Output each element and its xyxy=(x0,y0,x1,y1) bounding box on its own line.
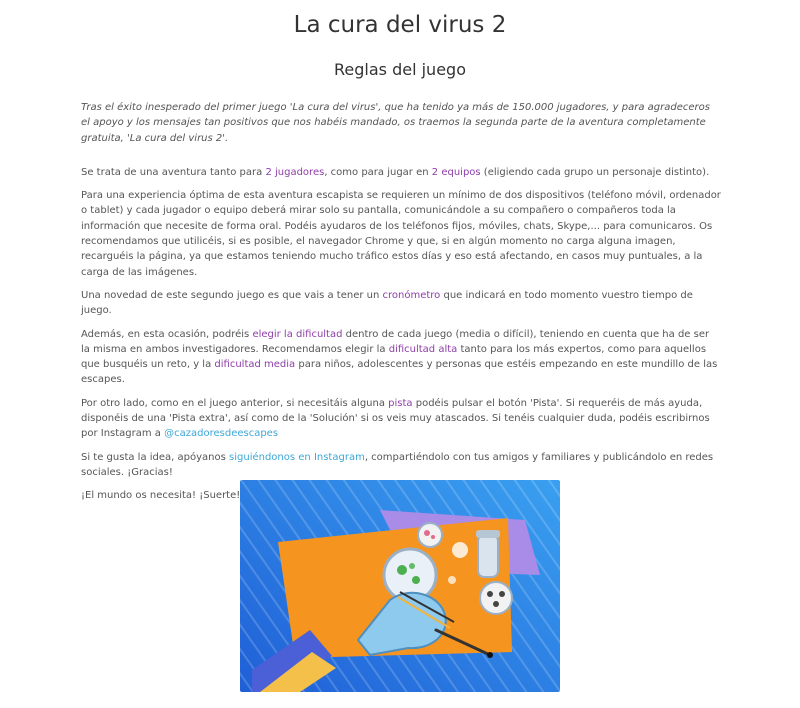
page-subtitle: Reglas del juego xyxy=(334,60,466,79)
intro-paragraph: Tras el éxito inesperado del primer juego 'La cura del virus', que ha tenido ya más de 150.000 jugadores, y para agradeceros el apoyo y los mensajes tan positivos que nos habéis mandado, os traemos la segunda parte de la aventura completamente gratuita, 'La cura del virus 2'. xyxy=(81,102,710,144)
support-paragraph xyxy=(81,450,721,481)
page-title: La cura del virus 2 xyxy=(293,12,507,38)
rules-content xyxy=(81,100,721,512)
highlight-2-jugadores: 2 jugadores xyxy=(265,166,325,178)
text: Una novedad de este segundo juego es que vais a tener un xyxy=(81,289,383,301)
players-paragraph xyxy=(81,165,721,180)
highlight-dificultad-alta: dificultad alta xyxy=(388,343,458,355)
text: , compartiéndolo con tus amigos y familiares y publicándolo en redes sociales. ¡Gracias! xyxy=(81,451,714,478)
hints-paragraph xyxy=(81,396,721,442)
text: Por otro lado, como en el juego anterior, si necesitáis alguna xyxy=(81,397,389,409)
instagram-handle-link[interactable]: @cazadoresdeescapes xyxy=(164,428,279,440)
text: (eligiendo cada grupo un personaje distinto). xyxy=(480,166,710,178)
timer-paragraph xyxy=(81,288,721,319)
text: para niños, adolescentes y personas que estéis empezando en este mundillo de las escapes. xyxy=(81,359,718,386)
virus-lab-illustration xyxy=(240,480,560,692)
text: podéis pulsar el botón 'Pista'. Si requeréis de más ayuda, disponéis de una 'Pista extra', así como de la 'Solución' si os veis muy atascados. Si tenéis cualquier duda, podéis escribirnos por Instagram a xyxy=(81,397,710,440)
text: Se trata de una aventura tanto para xyxy=(81,166,266,178)
closing-paragraph: ¡El mundo os necesita! ¡Suerte! xyxy=(81,490,241,502)
text: Si te gusta la idea, apóyanos xyxy=(81,451,230,463)
follow-instagram-link[interactable]: siguiéndonos en Instagram xyxy=(229,451,365,463)
small-dish xyxy=(418,523,442,547)
virus-lab-illustration-icon xyxy=(240,480,560,692)
sample-dish xyxy=(480,582,512,614)
text: tanto para los más expertos, como para aquellos que busquéis un reto, y la xyxy=(81,343,707,371)
text: Además, en esta ocasión, podréis xyxy=(81,328,253,340)
highlight-dificultad-media: dificultad media xyxy=(214,359,296,371)
text: dentro de cada juego (media o difícil), teniendo en cuenta que ha de ser la misma en ambos investigadores. Recomendamos elegir la xyxy=(81,328,710,355)
text: , como para jugar en xyxy=(324,166,432,178)
highlight-2-equipos: 2 equipos xyxy=(431,166,481,178)
highlight-pista: pista xyxy=(388,397,413,409)
test-tube xyxy=(478,535,498,577)
highlight-elegir-dificultad: elegir la dificultad xyxy=(252,328,343,340)
devices-paragraph: Para una experiencia óptima de esta aventura escapista se requieren un mínimo de dos dispositivos (teléfono móvil, ordenador o tablet) y cada jugador o equipo deberá mirar solo su pantalla, comunicándole a su compañero o compañeros toda la información que necesite de forma oral. Podéis ayudaros de los teléfonos fijos, móviles, chats, Skype,... para comunicaros. Os recomendamos que utilicéis, si es posible, el navegador Chrome y que, si en algún momento no carga alguna imagen, recarguéis la página, ya que estamos teniendo mucho tráfico estos días y eso está afectando, en casos muy puntuales, a la carga de las imágenes. xyxy=(81,190,721,278)
text: que indicará en todo momento vuestro tiempo de juego. xyxy=(81,289,693,317)
difficulty-paragraph xyxy=(81,327,721,388)
highlight-cronometro: cronómetro xyxy=(382,289,441,301)
